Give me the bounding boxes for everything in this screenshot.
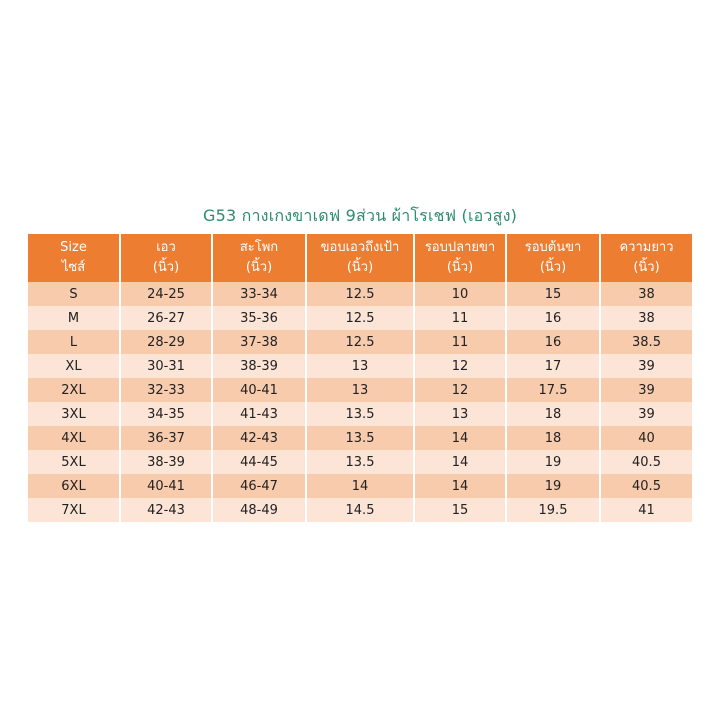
- cell-length: 40.5: [600, 474, 692, 498]
- cell-thigh: 16: [506, 306, 600, 330]
- cell-hip: 42-43: [212, 426, 306, 450]
- header-label: ขอบเอวถึงเป้า: [320, 240, 400, 255]
- cell-leg-opening: 14: [414, 426, 506, 450]
- cell-leg-opening: 13: [414, 402, 506, 426]
- cell-leg-opening: 12: [414, 378, 506, 402]
- table-row: [28, 402, 692, 426]
- table-row: [28, 354, 692, 378]
- cell-thigh: 18: [506, 426, 600, 450]
- header-unit: (นิ้ว): [346, 260, 374, 275]
- header-thigh: [506, 234, 600, 282]
- header-size: [28, 234, 120, 282]
- cell-rise: 13.5: [306, 450, 414, 474]
- cell-waist: 32-33: [120, 378, 212, 402]
- cell-hip: 44-45: [212, 450, 306, 474]
- table-row: [28, 330, 692, 354]
- cell-leg-opening: 14: [414, 474, 506, 498]
- cell-size: 5XL: [28, 450, 120, 474]
- cell-length: 39: [600, 354, 692, 378]
- header-unit: (นิ้ว): [245, 260, 273, 275]
- cell-length: 38: [600, 306, 692, 330]
- cell-rise: 12.5: [306, 330, 414, 354]
- cell-size: 6XL: [28, 474, 120, 498]
- cell-rise: 12.5: [306, 282, 414, 306]
- header-leg-opening: [414, 234, 506, 282]
- cell-size: 2XL: [28, 378, 120, 402]
- cell-waist: 34-35: [120, 402, 212, 426]
- cell-length: 38.5: [600, 330, 692, 354]
- header-row: [28, 234, 692, 282]
- cell-thigh: 19: [506, 474, 600, 498]
- cell-size: 4XL: [28, 426, 120, 450]
- header-label: Size: [60, 240, 87, 255]
- cell-length: 38: [600, 282, 692, 306]
- cell-leg-opening: 11: [414, 306, 506, 330]
- header-unit: (นิ้ว): [152, 260, 180, 275]
- cell-size: 7XL: [28, 498, 120, 522]
- cell-rise: 13.5: [306, 426, 414, 450]
- cell-length: 39: [600, 402, 692, 426]
- cell-leg-opening: 14: [414, 450, 506, 474]
- header-label: รอบต้นขา: [524, 240, 582, 255]
- chart-title: G53 กางเกงขาเดฟ 9ส่วน ผ้าโรเชฟ (เอวสูง): [202, 206, 518, 225]
- table-row: [28, 306, 692, 330]
- cell-waist: 38-39: [120, 450, 212, 474]
- header-unit: (นิ้ว): [539, 260, 567, 275]
- header-label: ความยาว: [619, 240, 674, 255]
- cell-hip: 41-43: [212, 402, 306, 426]
- cell-size: 3XL: [28, 402, 120, 426]
- cell-length: 41: [600, 498, 692, 522]
- cell-hip: 35-36: [212, 306, 306, 330]
- table-row: [28, 378, 692, 402]
- cell-length: 40.5: [600, 450, 692, 474]
- cell-hip: 48-49: [212, 498, 306, 522]
- cell-thigh: 17.5: [506, 378, 600, 402]
- cell-hip: 46-47: [212, 474, 306, 498]
- header-waist: [120, 234, 212, 282]
- cell-hip: 37-38: [212, 330, 306, 354]
- cell-size: L: [28, 330, 120, 354]
- cell-waist: 28-29: [120, 330, 212, 354]
- table-row: [28, 450, 692, 474]
- table-row: [28, 282, 692, 306]
- cell-rise: 13: [306, 378, 414, 402]
- cell-hip: 40-41: [212, 378, 306, 402]
- cell-rise: 12.5: [306, 306, 414, 330]
- cell-waist: 40-41: [120, 474, 212, 498]
- cell-size: M: [28, 306, 120, 330]
- cell-thigh: 19.5: [506, 498, 600, 522]
- header-length: [600, 234, 692, 282]
- table-body: [28, 282, 692, 522]
- cell-thigh: 15: [506, 282, 600, 306]
- cell-rise: 14.5: [306, 498, 414, 522]
- cell-length: 40: [600, 426, 692, 450]
- cell-waist: 36-37: [120, 426, 212, 450]
- cell-waist: 30-31: [120, 354, 212, 378]
- cell-hip: 33-34: [212, 282, 306, 306]
- header-unit: (นิ้ว): [633, 260, 660, 275]
- header-label: รอบปลายขา: [424, 240, 496, 255]
- size-table: [28, 234, 692, 522]
- cell-rise: 13: [306, 354, 414, 378]
- cell-thigh: 19: [506, 450, 600, 474]
- cell-size: XL: [28, 354, 120, 378]
- header-unit: (นิ้ว): [446, 260, 474, 275]
- cell-length: 39: [600, 378, 692, 402]
- cell-leg-opening: 15: [414, 498, 506, 522]
- cell-leg-opening: 12: [414, 354, 506, 378]
- cell-waist: 42-43: [120, 498, 212, 522]
- cell-thigh: 16: [506, 330, 600, 354]
- cell-thigh: 17: [506, 354, 600, 378]
- header-rise: [306, 234, 414, 282]
- cell-leg-opening: 11: [414, 330, 506, 354]
- header-label: เอว: [156, 240, 176, 255]
- cell-rise: 13.5: [306, 402, 414, 426]
- table-row: [28, 498, 692, 522]
- cell-size: S: [28, 282, 120, 306]
- cell-waist: 26-27: [120, 306, 212, 330]
- table-row: [28, 426, 692, 450]
- header-hip: [212, 234, 306, 282]
- cell-rise: 14: [306, 474, 414, 498]
- cell-waist: 24-25: [120, 282, 212, 306]
- header-sublabel: ไซส์: [61, 260, 86, 275]
- cell-thigh: 18: [506, 402, 600, 426]
- cell-hip: 38-39: [212, 354, 306, 378]
- cell-leg-opening: 10: [414, 282, 506, 306]
- table-row: [28, 474, 692, 498]
- header-label: สะโพก: [239, 240, 279, 255]
